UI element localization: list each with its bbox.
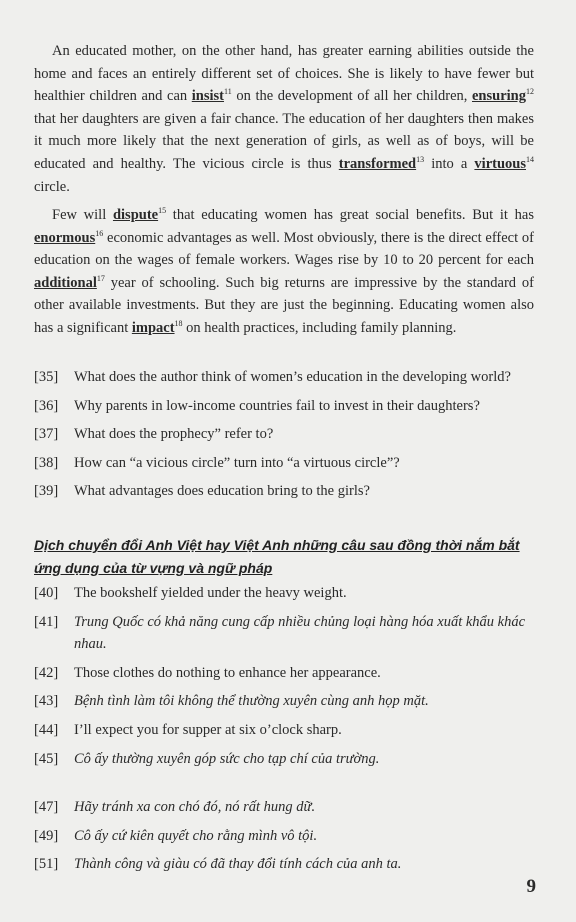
comprehension-questions bbox=[34, 366, 539, 503]
vocab-word: additional bbox=[34, 274, 97, 291]
vocab-word: virtuous bbox=[474, 155, 526, 172]
footnote-number: 18 bbox=[174, 319, 183, 329]
paragraph-1 bbox=[34, 40, 534, 198]
exercise-item: [45] Cô ấy thường xuyên góp sức cho tạp chí của trường. bbox=[34, 750, 380, 767]
footnote-number: 12 bbox=[526, 87, 534, 97]
exercise-item: [44] I’ll expect you for supper at six o’clock sharp. bbox=[34, 721, 342, 738]
paragraph-1-text: An educated mother, on the other hand, has greater earning abilities outside the home and faces an entirely different set of choices. She is likely to have fewer but healthier children and can insist$^{11}$ on the development of all her children, ensuring$^{12}$ that her daughters are given a fair chance. The education of her daughters then makes it much more likely that the next generation of girls, as well as of boys, will be educated and healthy. The vicious circle is thus transformed$^{13}$ into a virtuous$^{14}$ circle. bbox=[34, 43, 534, 195]
paragraph-2 bbox=[34, 204, 534, 340]
footnote-number: 11 bbox=[224, 87, 232, 97]
vocab-word: enormous bbox=[34, 229, 96, 246]
question-item: [36] Why parents in low-income countries fail to invest in their daughters? bbox=[34, 397, 480, 414]
question-item: [37] What does the prophecy” refer to? bbox=[34, 426, 274, 443]
exercise-item: [51] Thành công và giàu có đã thay đổi tính cách của anh ta. bbox=[34, 856, 402, 873]
vocab-word: ensuring bbox=[472, 88, 526, 105]
paragraph-2-text: Few will dispute$^{15}$ that educating women has great social benefits. But it has enormous$^{16}$ economic advantages as well. Most obviously, there is the direct effect of education on the wages of female workers. Wages rise by 10 to 20 percent for each additional$^{17}$ year of schooling. Such big returns are impressive by the standard of other available investments. But they are just the beginning. Educating women also has a significant impact$^{18}$ on health practices, including family planning. bbox=[34, 206, 534, 336]
question-item: [35] What does the author think of women’s education in the developing world? bbox=[34, 369, 511, 385]
exercise-item: [49] Cô ấy cứ kiên quyết cho rằng mình vô tội. bbox=[34, 827, 318, 844]
question-item: [39] What advantages does education bring to the girls? bbox=[34, 483, 370, 500]
translation-exercises bbox=[34, 582, 539, 876]
question-item: [38] How can “a vicious circle” turn into “a virtuous circle”? bbox=[34, 454, 400, 471]
exercise-item: [42] Those clothes do nothing to enhance her appearance. bbox=[34, 664, 381, 681]
vocab-word: dispute bbox=[112, 207, 159, 223]
exercise-item: [47] Hãy tránh xa con chó đó, nó rất hung dữ. bbox=[34, 799, 316, 816]
footnote-number: 16 bbox=[95, 228, 104, 238]
footnote-number: 15 bbox=[158, 206, 167, 216]
footnote-number: 17 bbox=[96, 273, 105, 283]
exercise-item: [41] Trung Quốc có khả năng cung cấp nhiều chủng loại hàng hóa xuất khẩu khác nhau. bbox=[34, 613, 526, 653]
vocab-word: insist bbox=[191, 88, 225, 105]
exercise-item: [43] Bệnh tình làm tôi không thể thường xuyên cùng anh họp mặt. bbox=[34, 693, 429, 710]
page-number: 9 bbox=[526, 876, 536, 897]
footnote-number: 13 bbox=[416, 155, 425, 165]
vocab-word: impact bbox=[131, 319, 175, 336]
exercise-item: [40] The bookshelf yielded under the heavy weight. bbox=[34, 585, 347, 601]
section-heading: Dịch chuyển đổi Anh Việt hay Việt Anh những câu sau đồng thời nắm bắt ứng dụng của từ vựng và ngữ pháp bbox=[34, 537, 520, 576]
vocab-word: transformed bbox=[338, 155, 417, 172]
footnote-number: 14 bbox=[526, 155, 534, 165]
